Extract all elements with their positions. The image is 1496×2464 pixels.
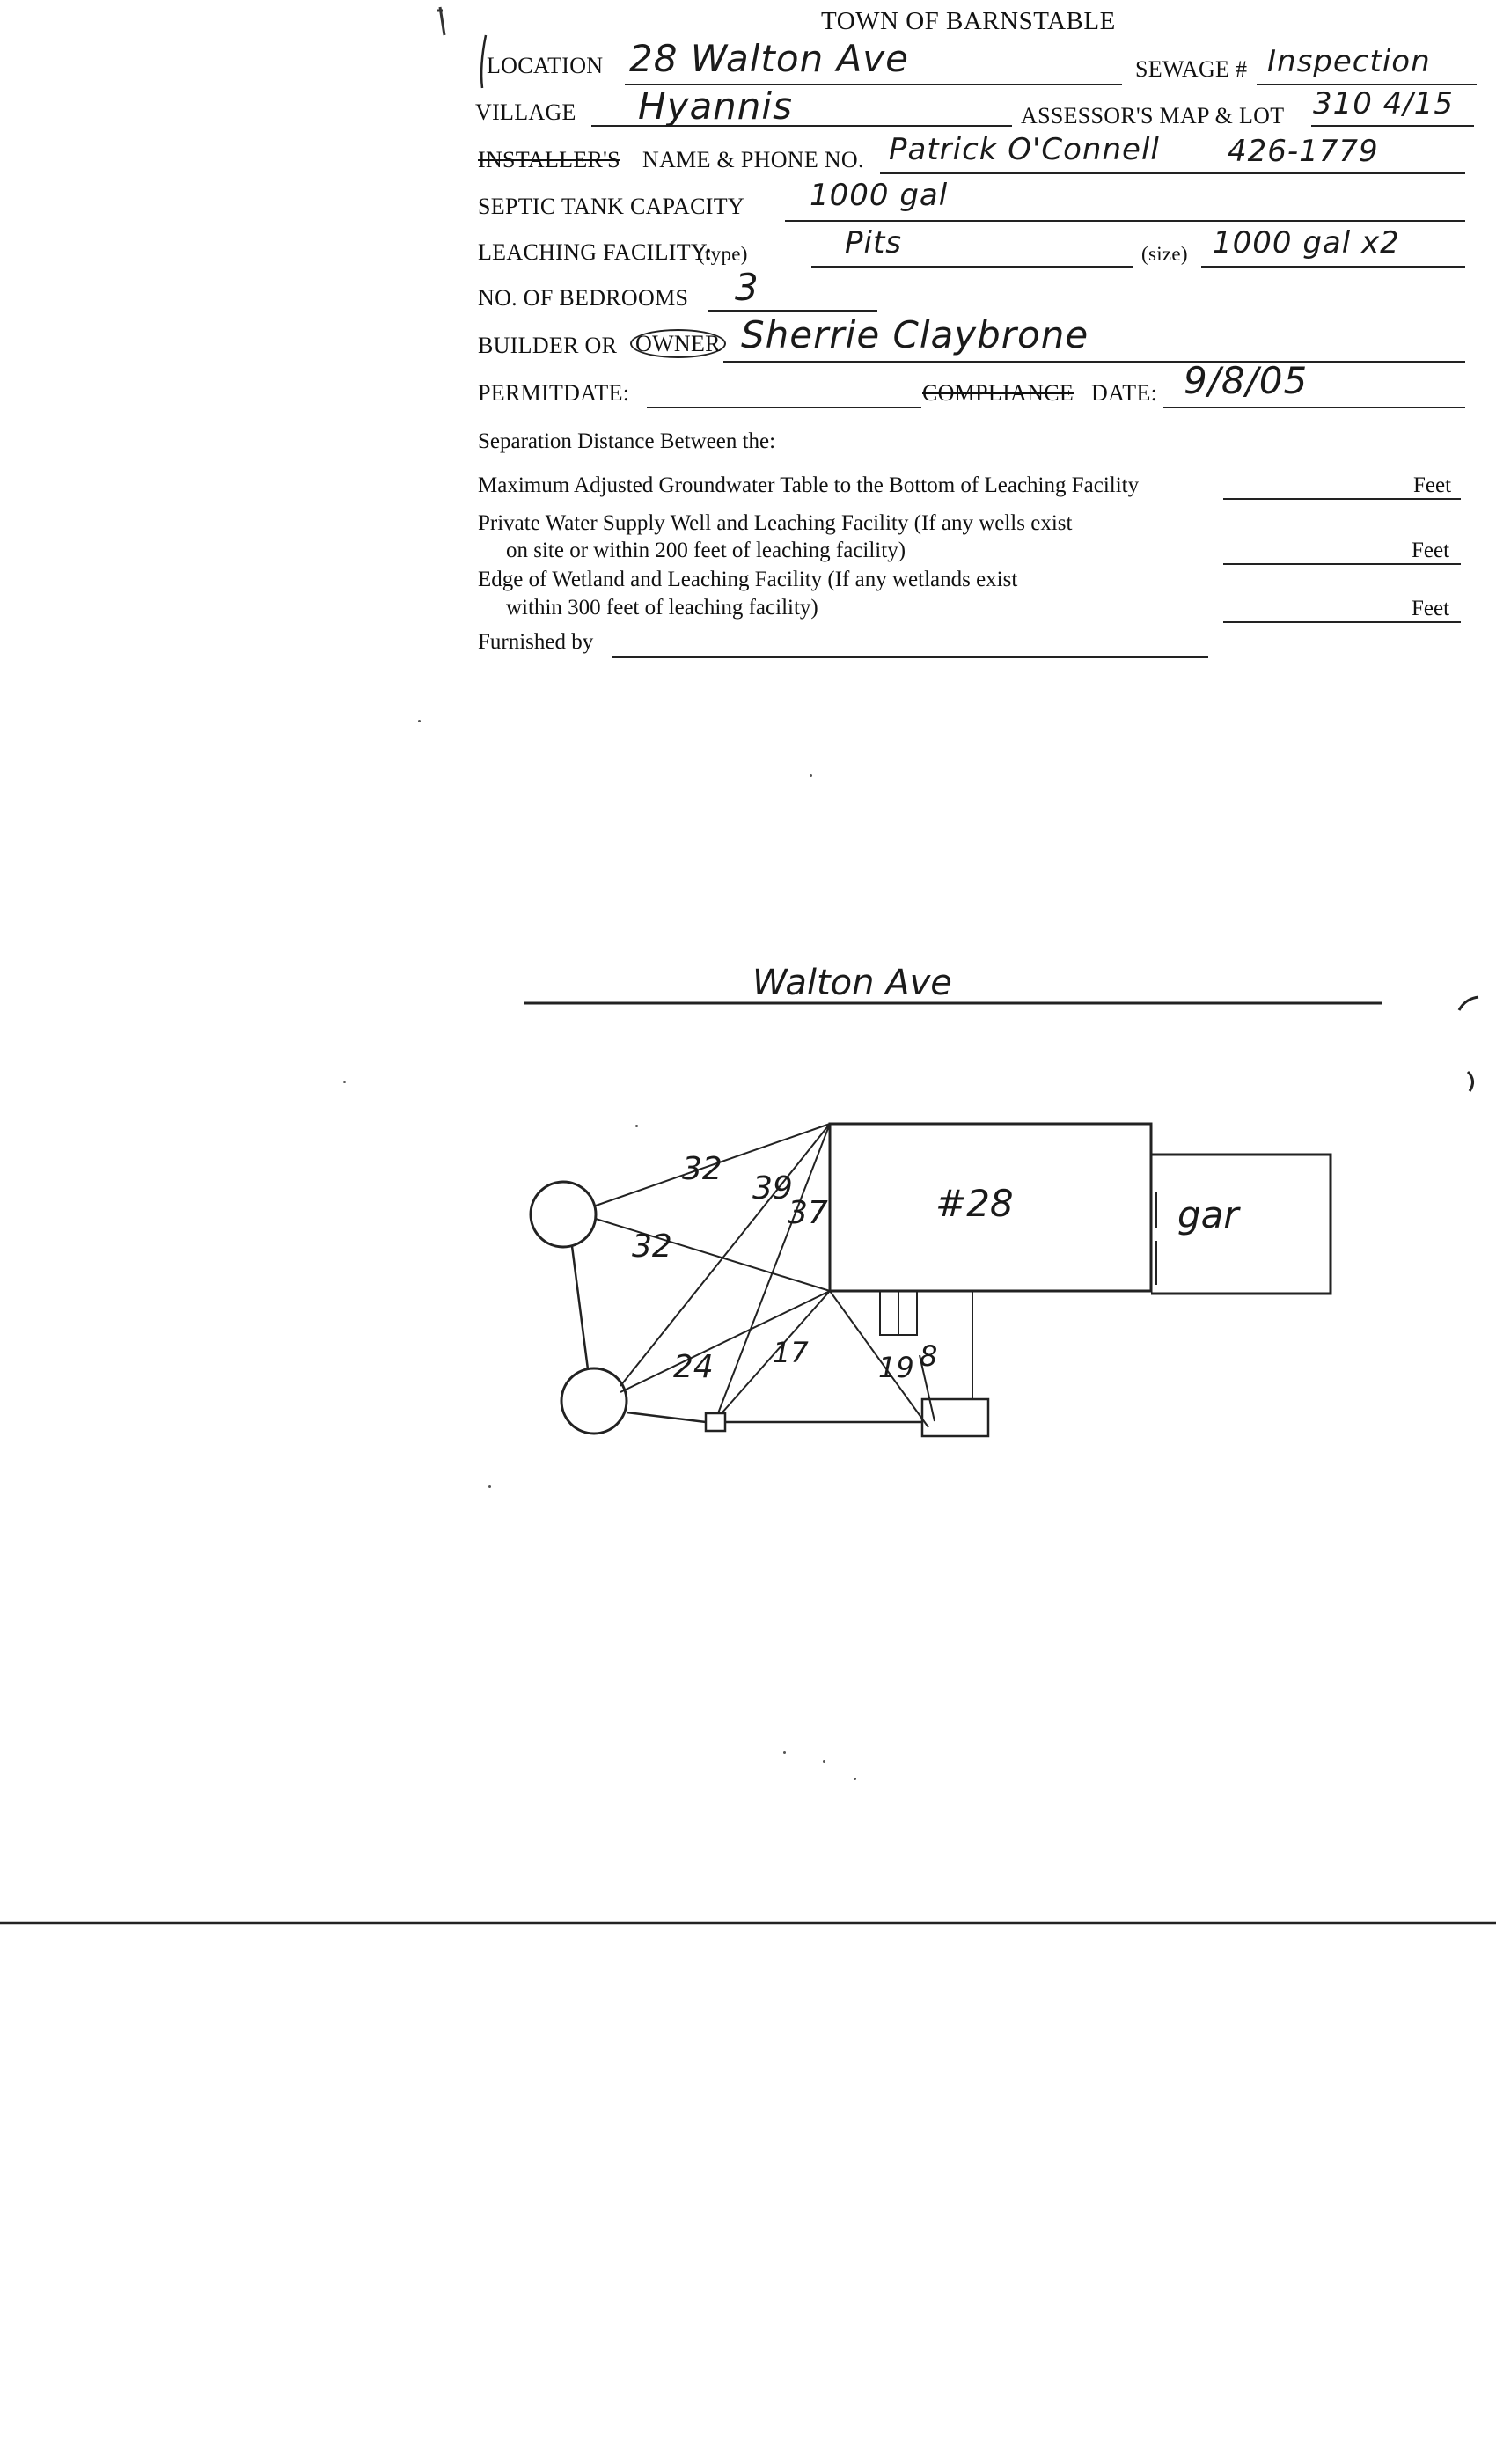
distance-label-19: 19 <box>878 1351 914 1384</box>
leaching-label: LEACHING FACILITY: <box>478 239 713 265</box>
separation-row-2-text: Private Water Supply Well and Leaching Facility (If any wells exist <box>478 511 1073 535</box>
pipe-pit1-to-pit2 <box>572 1246 588 1369</box>
separation-row-3-text: Edge of Wetland and Leaching Facility (If any wetlands exist <box>478 568 1018 591</box>
leaching-size-value: 1000 gal x2 <box>1213 225 1400 260</box>
septic-tank-value: 1000 gal <box>810 178 949 213</box>
scan-speck <box>854 1778 856 1780</box>
scan-speck <box>488 1485 491 1488</box>
septic-tank-box <box>922 1399 988 1436</box>
bedrooms-label: NO. OF BEDROOMS <box>478 285 689 311</box>
scan-mark-3 <box>437 7 444 35</box>
pipe-pit2-to-dbox <box>627 1412 706 1422</box>
separation-heading: Separation Distance Between the: <box>478 429 776 453</box>
scan-speck <box>635 1125 638 1127</box>
assessor-value: 310 4/15 <box>1313 86 1455 121</box>
village-label: VILLAGE <box>475 99 576 125</box>
builder-label: BUILDER OR <box>478 333 618 358</box>
house-label: #28 <box>935 1182 1014 1225</box>
separation-row-2-text2: on site or within 200 feet of leaching facility) <box>506 539 906 562</box>
garage-label: gar <box>1177 1193 1239 1236</box>
street-label: Walton Ave <box>752 963 952 1003</box>
distance-label-32a: 32 <box>682 1151 722 1187</box>
form-title: TOWN OF BARNSTABLE <box>821 7 1116 35</box>
scan-mark-4 <box>481 35 486 88</box>
distance-label-24: 24 <box>673 1349 714 1385</box>
installer-name: Patrick O'Connell <box>889 132 1160 167</box>
distance-label-8: 8 <box>920 1339 938 1373</box>
scan-speck <box>810 774 812 777</box>
builder-value: Sherrie Claybrone <box>741 313 1089 356</box>
leaching-pit-1 <box>531 1182 596 1247</box>
permit-date-label: PERMITDATE: <box>478 380 630 406</box>
location-value: 28 Walton Ave <box>629 37 909 80</box>
scan-speck <box>418 720 421 722</box>
separation-row-2-unit: Feet <box>1412 539 1450 562</box>
scan-speck <box>783 1751 786 1754</box>
measure-line-37 <box>718 1124 830 1413</box>
separation-row-1-unit: Feet <box>1413 473 1452 497</box>
scan-speck <box>823 1760 825 1763</box>
distribution-box <box>706 1413 725 1431</box>
scan-mark-1 <box>1459 997 1478 1010</box>
installer-label-struck: INSTALLER'S <box>478 147 620 172</box>
septic-tank-label: SEPTIC TANK CAPACITY <box>478 194 744 219</box>
distance-label-32b: 32 <box>632 1228 672 1265</box>
installer-phone: 426-1779 <box>1228 134 1379 169</box>
leaching-pit-2 <box>561 1368 627 1434</box>
compliance-label-struck: COMPLIANCE <box>922 380 1074 406</box>
location-label: LOCATION <box>487 53 604 78</box>
leaching-type-label: (type) <box>698 243 748 265</box>
distance-label-17: 17 <box>773 1336 809 1369</box>
installer-label: NAME & PHONE NO. <box>642 147 864 172</box>
separation-row-1-text: Maximum Adjusted Groundwater Table to the Bottom of Leaching Facility <box>478 473 1140 497</box>
scan-speck <box>343 1081 346 1083</box>
sewage-value: Inspection <box>1267 44 1431 79</box>
bedrooms-value: 3 <box>735 266 759 309</box>
furnished-by-label: Furnished by <box>478 630 594 654</box>
leaching-type-value: Pits <box>845 225 902 260</box>
separation-row-3-text2: within 300 feet of leaching facility) <box>506 596 818 620</box>
distance-label-37: 37 <box>788 1195 828 1231</box>
compliance-date-value: 9/8/05 <box>1184 359 1309 402</box>
assessor-label: ASSESSOR'S MAP & LOT <box>1021 103 1285 128</box>
separation-row-3-unit: Feet <box>1412 597 1450 620</box>
village-value: Hyannis <box>638 84 793 128</box>
distance-label-39: 39 <box>752 1170 793 1206</box>
owner-circle: OWNER <box>630 329 726 358</box>
sewage-label: SEWAGE # <box>1135 56 1248 82</box>
compliance-date-label: DATE: <box>1091 380 1158 406</box>
scan-mark-2 <box>1468 1072 1473 1091</box>
leaching-size-label: (size) <box>1141 243 1188 265</box>
